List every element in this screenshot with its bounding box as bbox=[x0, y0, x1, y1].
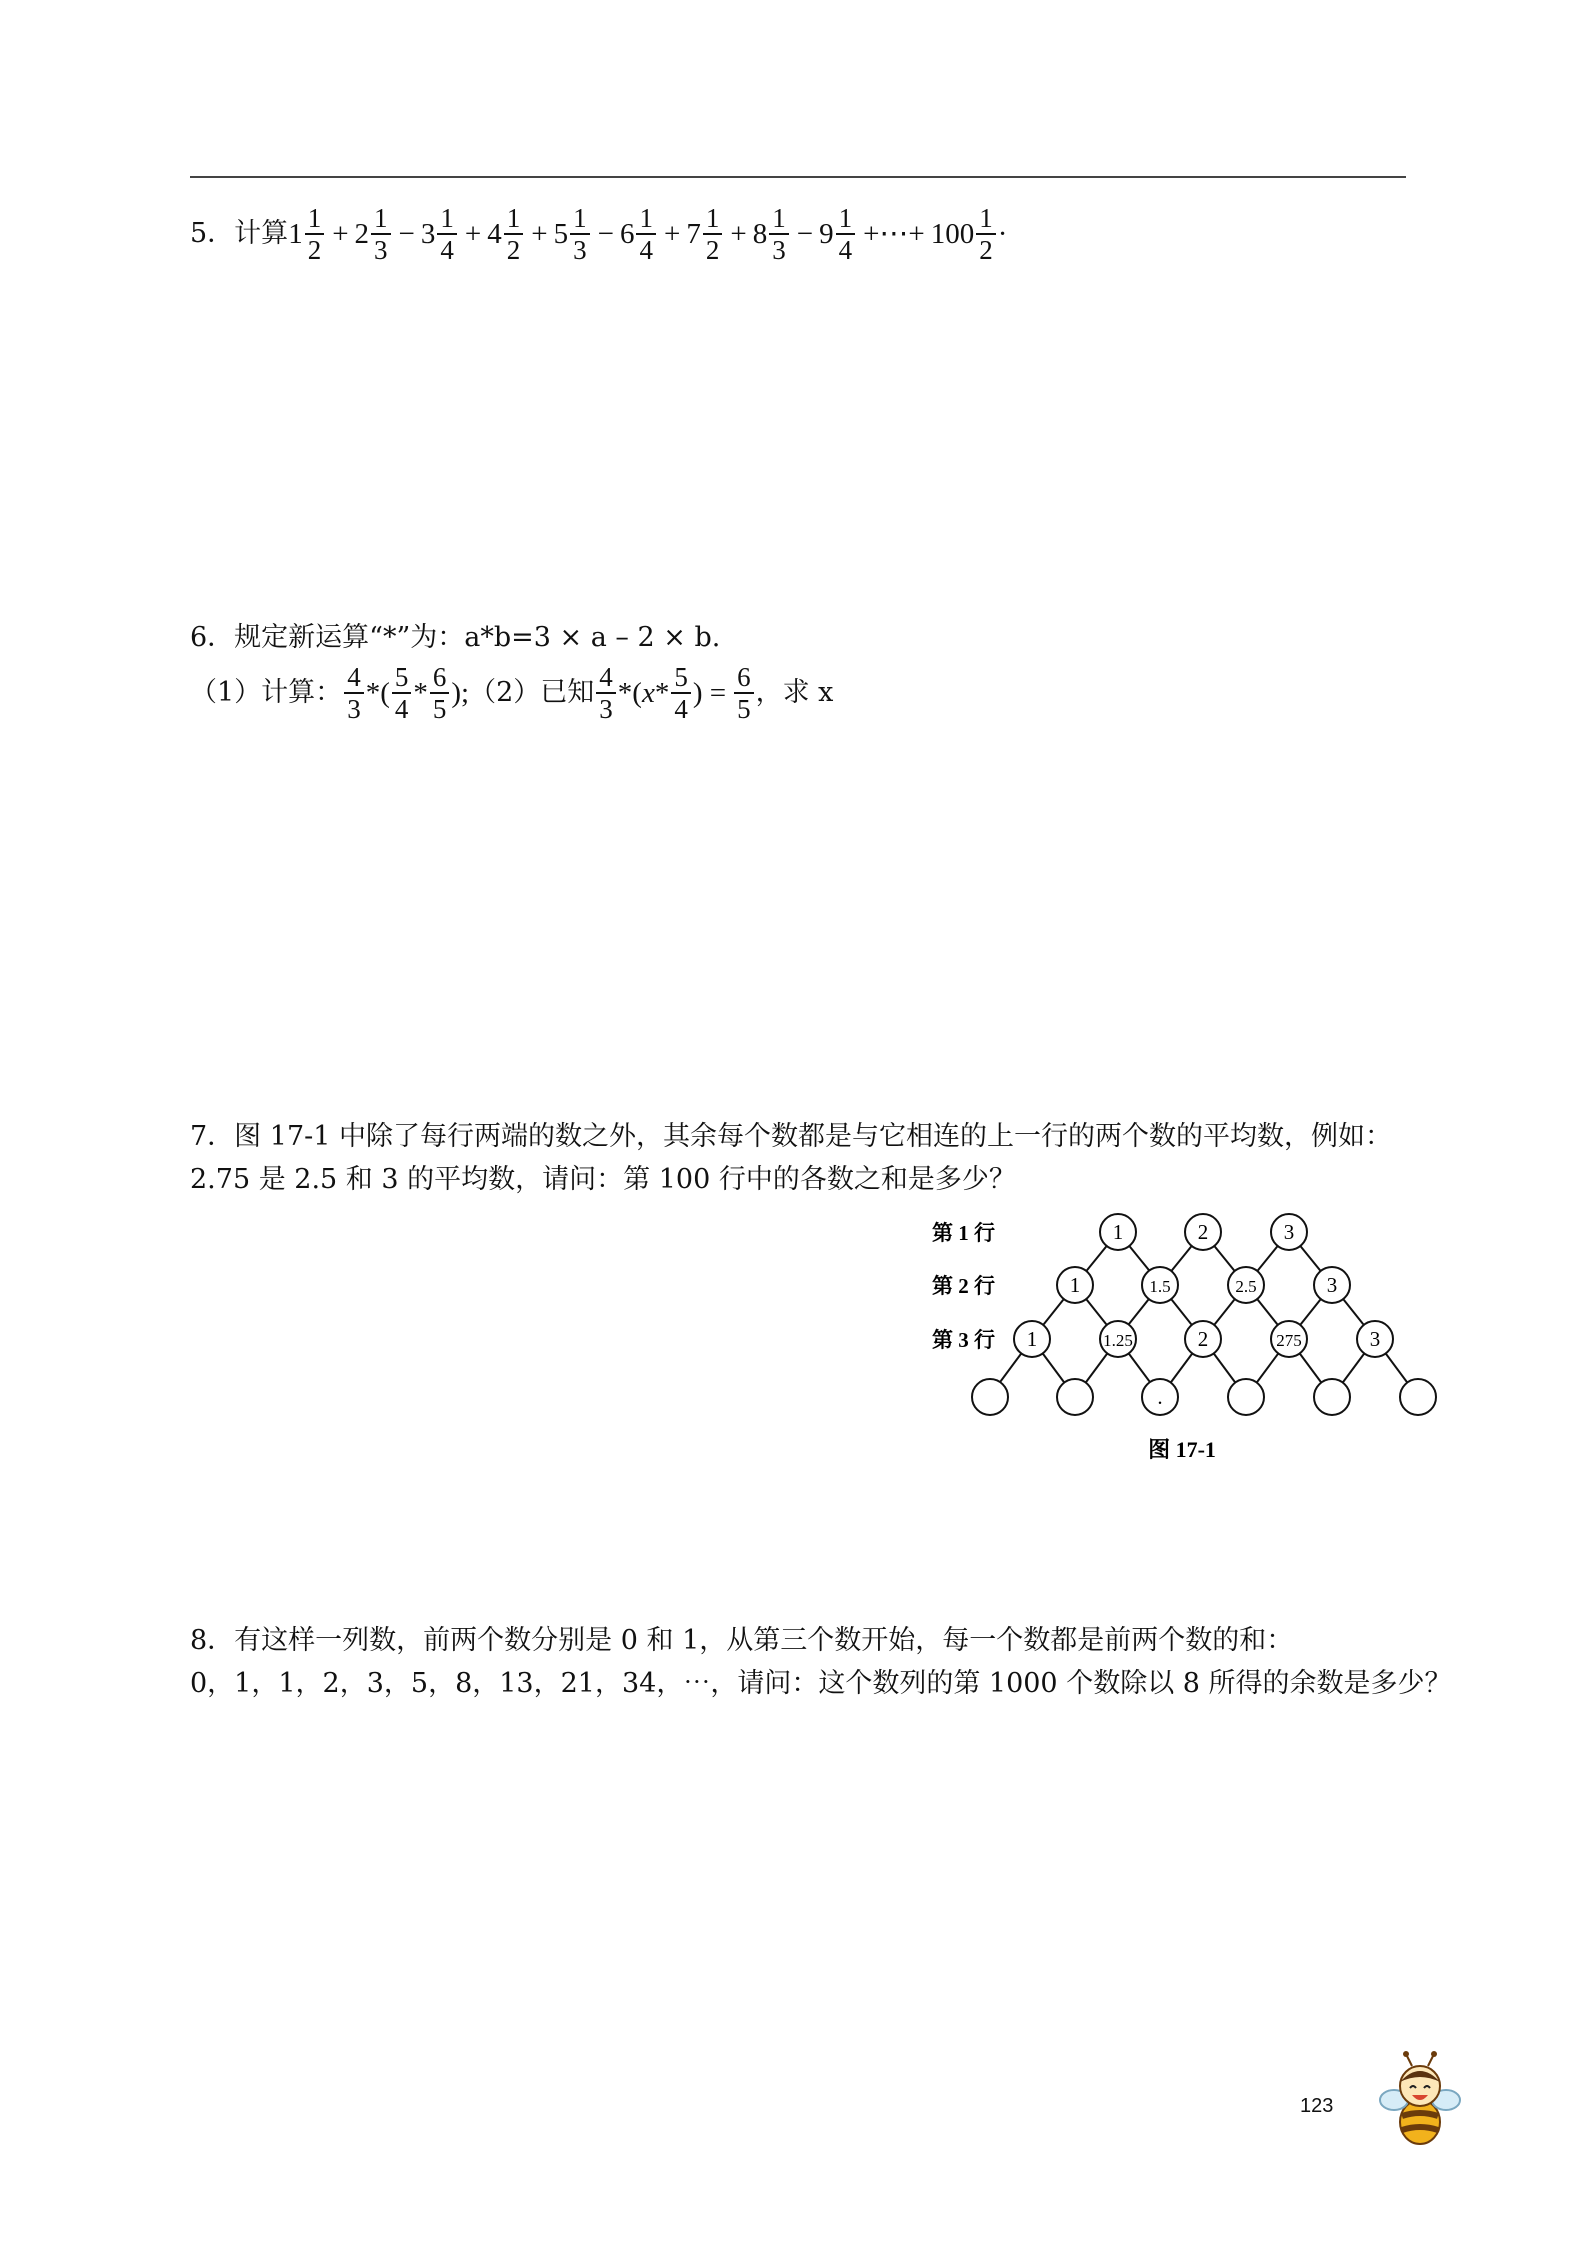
q5-mixed-number bbox=[753, 203, 791, 265]
figure-17-1 bbox=[920, 1205, 1450, 1475]
q6-p2-frac-1: $\frac{4}{3}$ bbox=[596, 662, 616, 724]
q5-operator: + bbox=[464, 218, 482, 250]
figure-node-value: 1 bbox=[1026, 1327, 1038, 1351]
figure-node-value: 1.25 bbox=[1103, 1331, 1133, 1350]
q5-fraction: $\frac{1}{4}$ bbox=[437, 203, 457, 265]
q5-operator: + bbox=[332, 218, 349, 250]
figure-node bbox=[1228, 1379, 1264, 1415]
q5-whole: 3 bbox=[420, 218, 436, 250]
figure-node-value: 3 bbox=[1369, 1327, 1381, 1351]
figure-node-value: 1 bbox=[1112, 1220, 1124, 1244]
header-rule bbox=[190, 176, 1406, 178]
q6-p2-frac-3: $\frac{6}{5}$ bbox=[734, 662, 754, 724]
q5-whole: 4 bbox=[487, 218, 502, 250]
question-8-line1: 8．有这样一列数，前两个数分别是 0 和 1，从第三个数开始，每一个数都是前两个数的和： bbox=[190, 1625, 1294, 1656]
q5-whole: 5 bbox=[553, 218, 569, 250]
q5-operator: − bbox=[597, 218, 614, 250]
q5-mixed-number bbox=[554, 203, 592, 265]
q5-operator: + bbox=[531, 218, 548, 250]
q5-mixed-number bbox=[421, 203, 459, 265]
figure-node-value: 2.5 bbox=[1235, 1277, 1257, 1296]
figure-node-value: . bbox=[1157, 1385, 1163, 1409]
q5-mixed-number bbox=[355, 203, 393, 265]
q5-fraction: $\frac{1}{4}$ bbox=[636, 203, 656, 265]
figure-node-value: 2 bbox=[1197, 1327, 1209, 1351]
q5-fraction: $\frac{1}{2}$ bbox=[703, 203, 723, 265]
q5-ellipsis: +⋯+ bbox=[863, 218, 925, 250]
q5-whole: 9 bbox=[819, 218, 834, 250]
q6-part2-label: （2）已知 bbox=[469, 677, 595, 708]
q5-fraction: $\frac{1}{2}$ bbox=[504, 203, 524, 265]
figure-node bbox=[1057, 1379, 1093, 1415]
q5-mixed-number bbox=[620, 203, 658, 265]
q5-fraction: $\frac{1}{4}$ bbox=[836, 203, 856, 265]
q5-mixed-number bbox=[686, 203, 724, 265]
q5-whole: 1 bbox=[288, 218, 303, 250]
q5-mixed-number bbox=[819, 203, 857, 265]
q6-part1-label: （1）计算： bbox=[190, 677, 343, 708]
q5-mixed-number bbox=[288, 203, 326, 265]
q6-p1-frac-2: $\frac{5}{4}$ bbox=[392, 662, 412, 724]
figure-node-value: 1 bbox=[1069, 1273, 1081, 1297]
figure-node-value: 1.5 bbox=[1149, 1277, 1171, 1296]
figure-row-label: 第 1 行 bbox=[932, 1221, 995, 1245]
q5-operator: − bbox=[398, 218, 415, 250]
q5-fraction: $\frac{1}{3}$ bbox=[371, 203, 391, 265]
q5-operator: − bbox=[796, 218, 814, 250]
figure-node bbox=[1400, 1379, 1436, 1415]
figure-node-value: 3 bbox=[1283, 1220, 1295, 1244]
q5-whole: 8 bbox=[752, 218, 768, 250]
q6-p2-frac-2: $\frac{5}{4}$ bbox=[671, 662, 691, 724]
figure-node-value: 2 bbox=[1197, 1220, 1209, 1244]
q6-p1-frac-1: $\frac{4}{3}$ bbox=[344, 662, 364, 724]
question-5 bbox=[190, 203, 1007, 265]
figure-row-label: 第 3 行 bbox=[932, 1328, 995, 1352]
question-8-line2: 0，1，1，2，3，5，8，13，21，34，⋯，请问：这个数列的第 1000 个数除以 8 所得的余数是多少？ bbox=[190, 1668, 1452, 1699]
q5-fraction: $\frac{1}{2}$ bbox=[305, 203, 325, 265]
q5-operator: + bbox=[663, 218, 681, 250]
q5-whole: 2 bbox=[354, 218, 370, 250]
q5-operator: + bbox=[730, 218, 747, 250]
q5-whole: 7 bbox=[686, 218, 701, 250]
q5-mixed-number bbox=[931, 203, 998, 265]
page-number: 123 bbox=[1300, 2095, 1334, 2117]
q5-fraction: $\frac{1}{3}$ bbox=[769, 203, 789, 265]
q5-whole: 6 bbox=[619, 218, 635, 250]
figure-caption: 图 17-1 bbox=[1148, 1437, 1216, 1462]
question-7-line2: 2.75 是 2.5 和 3 的平均数，请问：第 100 行中的各数之和是多少？ bbox=[190, 1164, 1016, 1195]
question-6-line1: 6．规定新运算“*”为：a*b=3 × a – 2 × b. bbox=[190, 622, 721, 653]
question-6-line2: （1）计算： $\frac{4}{3}$ *( $\frac{5}{4}$ * $\frac{6}{5}$ ); （2）已知 $\frac{4}{3}$ *( x * $\frac{5}{4}$ ) = $\frac{6}{5}$ ，求 x bbox=[190, 662, 834, 724]
q6-tail: ，求 x bbox=[755, 677, 834, 708]
q5-fraction: $\frac{1}{3}$ bbox=[570, 203, 590, 265]
figure-node bbox=[972, 1379, 1008, 1415]
q5-end-dot: · bbox=[997, 218, 1008, 250]
q5-mixed-number bbox=[487, 203, 525, 265]
q6-p1-frac-3: $\frac{6}{5}$ bbox=[430, 662, 450, 724]
q5-whole: 100 bbox=[930, 218, 975, 250]
q5-prefix: 5．计算 bbox=[190, 218, 289, 249]
question-7-line1: 7．图 17-1 中除了每行两端的数之外，其余每个数都是与它相连的上一行的两个数的平均数，例如： bbox=[190, 1121, 1392, 1152]
q5-fraction: $\frac{1}{2}$ bbox=[976, 203, 996, 265]
bee-mascot-icon bbox=[1368, 2050, 1468, 2150]
q5-expression bbox=[190, 203, 1007, 265]
figure-row-label: 第 2 行 bbox=[932, 1274, 995, 1298]
figure-node-value: 275 bbox=[1276, 1331, 1302, 1350]
figure-node bbox=[1314, 1379, 1350, 1415]
figure-node-value: 3 bbox=[1326, 1273, 1338, 1297]
